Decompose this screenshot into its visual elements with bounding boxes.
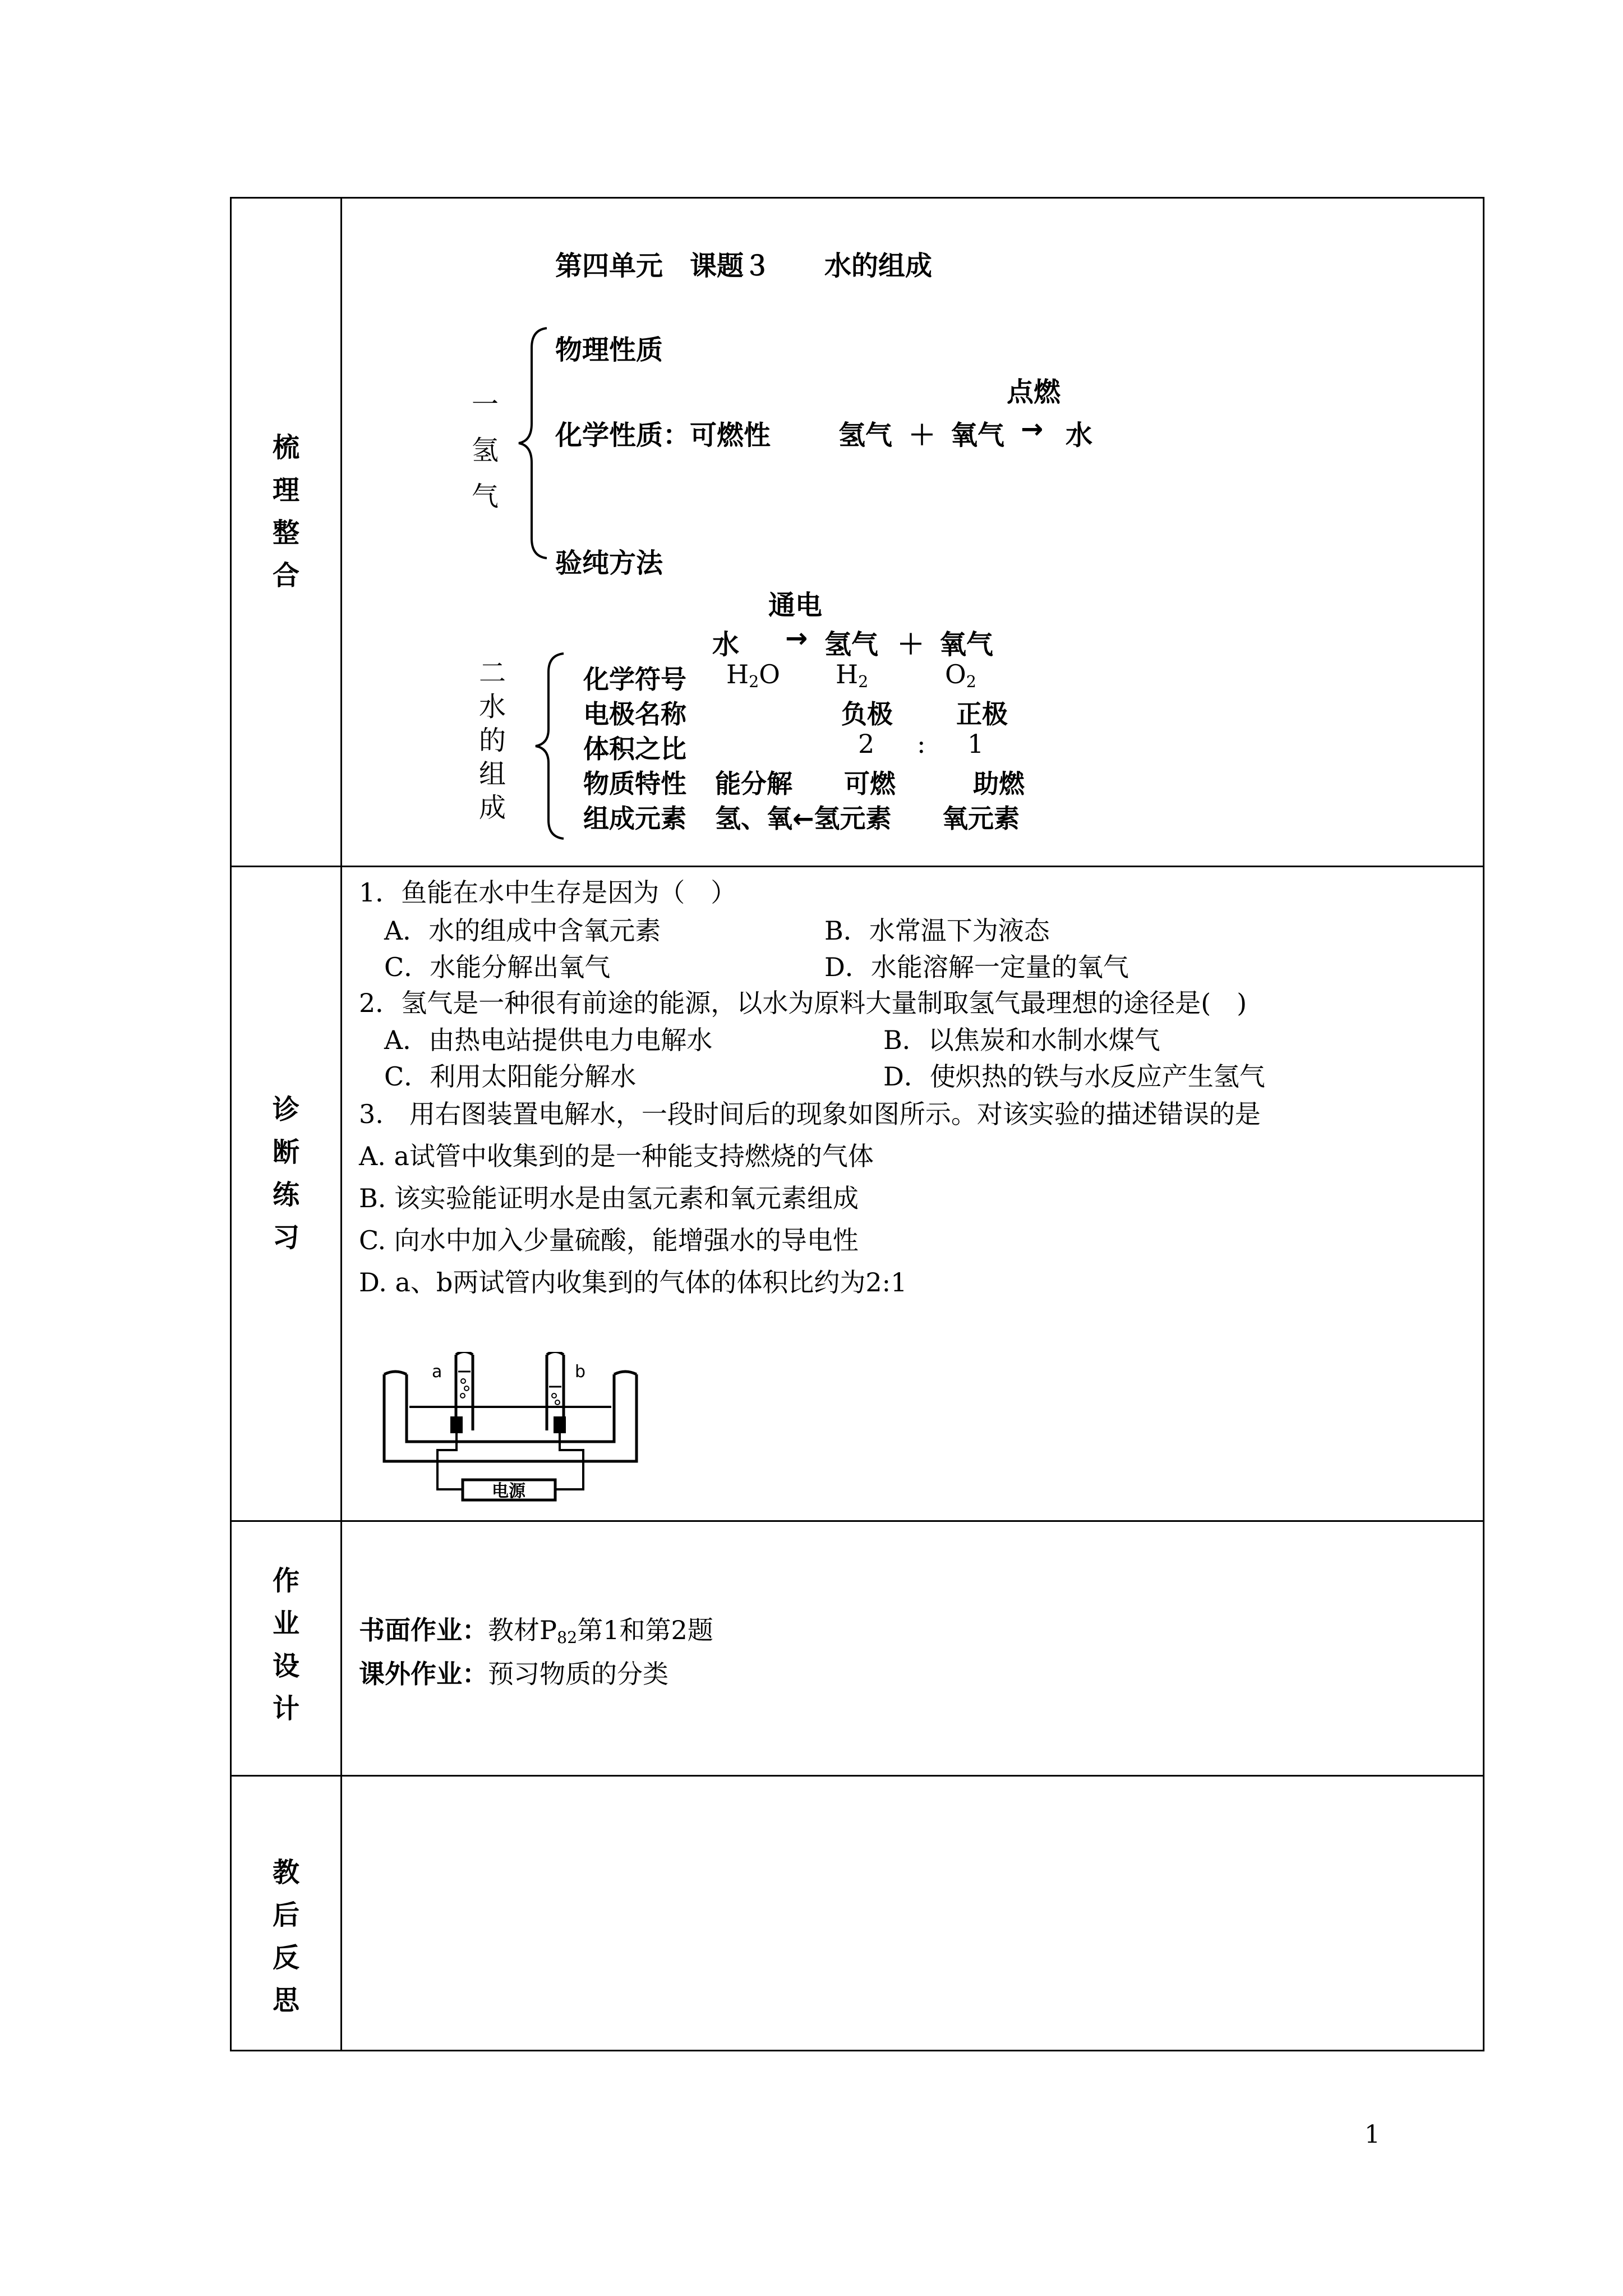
water-eq-arrow: →: [785, 623, 808, 654]
water-eq-h2: 氢气: [824, 629, 879, 660]
table-border-bottom: [230, 2050, 1484, 2051]
homework-written: [359, 1610, 713, 1647]
question-3-option-a: A. a试管中收集到的是一种能支持燃烧的气体: [359, 1141, 874, 1171]
question-2-option-d: D．使炽热的铁与水反应产生氢气: [883, 1061, 1265, 1092]
hydrogen-physical: 物理性质: [555, 334, 663, 366]
water-electrode-negative: 负极: [841, 699, 893, 729]
water-ratio-colon: :: [917, 729, 926, 759]
water-eq-plus: ＋: [897, 629, 925, 660]
water-eq-o2: 氧气: [939, 629, 994, 660]
lesson-title: 第四单元 课题３ 水的组成: [555, 250, 933, 282]
homework-extra: [359, 1654, 668, 1691]
water-symbol-o2: $O_2$: [945, 659, 976, 692]
hydrogen-purity: 验纯方法: [555, 547, 663, 579]
question-2: 2．氢气是一种很有前途的能源，以水为原料大量制取氢气最理想的途径是( ): [359, 988, 1247, 1018]
hydrogen-eq-water: 水: [1066, 420, 1093, 451]
water-eq-water: 水: [712, 629, 740, 660]
water-row-element-label: 组成元素: [583, 803, 686, 834]
table-row-divider-2: [230, 1520, 1484, 1522]
question-3: 3. 用右图装置电解水，一段时间后的现象如图所示。对该实验的描述错误的是: [359, 1099, 1261, 1129]
water-brace: [533, 651, 566, 841]
hydrogen-eq-plus: ＋: [909, 420, 936, 451]
table-border-right: [1483, 197, 1484, 2051]
water-ratio-h2: 2: [858, 729, 875, 759]
section-label-review: 梳理整合: [272, 432, 299, 591]
question-2-option-a: A．由热电站提供电力电解水: [384, 1025, 713, 1055]
water-row-electrode-label: 电极名称: [583, 699, 686, 729]
homework-written-label: 书面作业：: [359, 1615, 488, 1645]
table-row-divider-3: [230, 1775, 1484, 1777]
question-3-option-d: D. a、b两试管内收集到的气体的体积比约为2:1: [359, 1267, 907, 1297]
water-electrode-positive: 正极: [956, 699, 1008, 729]
figure-power-label: 电源: [492, 1481, 525, 1501]
question-3-option-c: C. 向水中加入少量硫酸，能增强水的导电性: [359, 1225, 859, 1255]
table-border-left: [230, 197, 232, 2051]
question-1: 1．鱼能在水中生存是因为（ ）: [359, 877, 737, 908]
hydrogen-vertical-label: 一氢气: [471, 389, 499, 512]
question-1-option-a: A．水的组成中含氧元素: [384, 915, 661, 946]
water-vertical-label: 二水的组成: [478, 657, 506, 823]
question-3-option-b: B. 该实验能证明水是由氢元素和氧元素组成: [359, 1183, 859, 1213]
question-1-option-b: B．水常温下为液态: [824, 915, 1050, 946]
section-label-practice: 诊断练习: [272, 1094, 299, 1253]
homework-written-text-post: 第1和第2题: [577, 1615, 713, 1645]
water-ratio-o2: 1: [967, 729, 984, 759]
water-row-ratio-label: 体积之比: [583, 734, 686, 764]
figure-label-b: b: [575, 1362, 586, 1382]
homework-written-text: 教材P: [488, 1615, 557, 1645]
question-2-option-c: C．利用太阳能分解水: [384, 1061, 637, 1092]
water-symbol-water: $H_2O$: [726, 659, 780, 692]
question-2-option-b: B．以焦炭和水制水煤气: [883, 1025, 1160, 1055]
hydrogen-condition: 点燃: [1007, 376, 1061, 408]
hydrogen-eq-arrow: →: [1021, 413, 1044, 445]
homework-extra-label: 课外作业：: [359, 1659, 488, 1689]
water-element-water: 氢、氧←氢元素: [715, 803, 892, 834]
water-property-water: 能分解: [715, 769, 792, 799]
section-label-homework: 作业设计: [272, 1565, 299, 1724]
water-element-o2: 氧元素: [942, 803, 1020, 834]
water-symbol-h2: $H_2$: [836, 659, 869, 692]
hydrogen-eq-h2: 氢气: [838, 420, 893, 451]
water-row-property-label: 物质特性: [583, 769, 686, 799]
homework-written-page: 82: [556, 1628, 578, 1648]
water-property-h2: 可燃: [844, 769, 896, 799]
electrolysis-apparatus-figure: [379, 1352, 645, 1503]
question-1-option-c: C．水能分解出氧气: [384, 952, 611, 982]
table-border-top: [230, 197, 1484, 199]
table-row-divider-1: [230, 866, 1484, 867]
table-column-divider: [340, 197, 342, 2051]
section-label-reflection: 教后反思: [272, 1857, 299, 2016]
hydrogen-chemical: 化学性质：可燃性: [555, 420, 771, 451]
hydrogen-eq-o2: 氧气: [951, 420, 1005, 451]
page-number: 1: [1364, 2120, 1380, 2149]
water-property-o2: 助燃: [973, 769, 1025, 799]
hydrogen-brace: [516, 325, 550, 561]
water-row-symbol-label: 化学符号: [583, 664, 686, 694]
figure-label-a: a: [432, 1362, 442, 1382]
water-condition: 通电: [768, 590, 823, 621]
homework-extra-text: 预习物质的分类: [488, 1659, 668, 1689]
question-1-option-d: D．水能溶解一定量的氧气: [824, 952, 1129, 982]
